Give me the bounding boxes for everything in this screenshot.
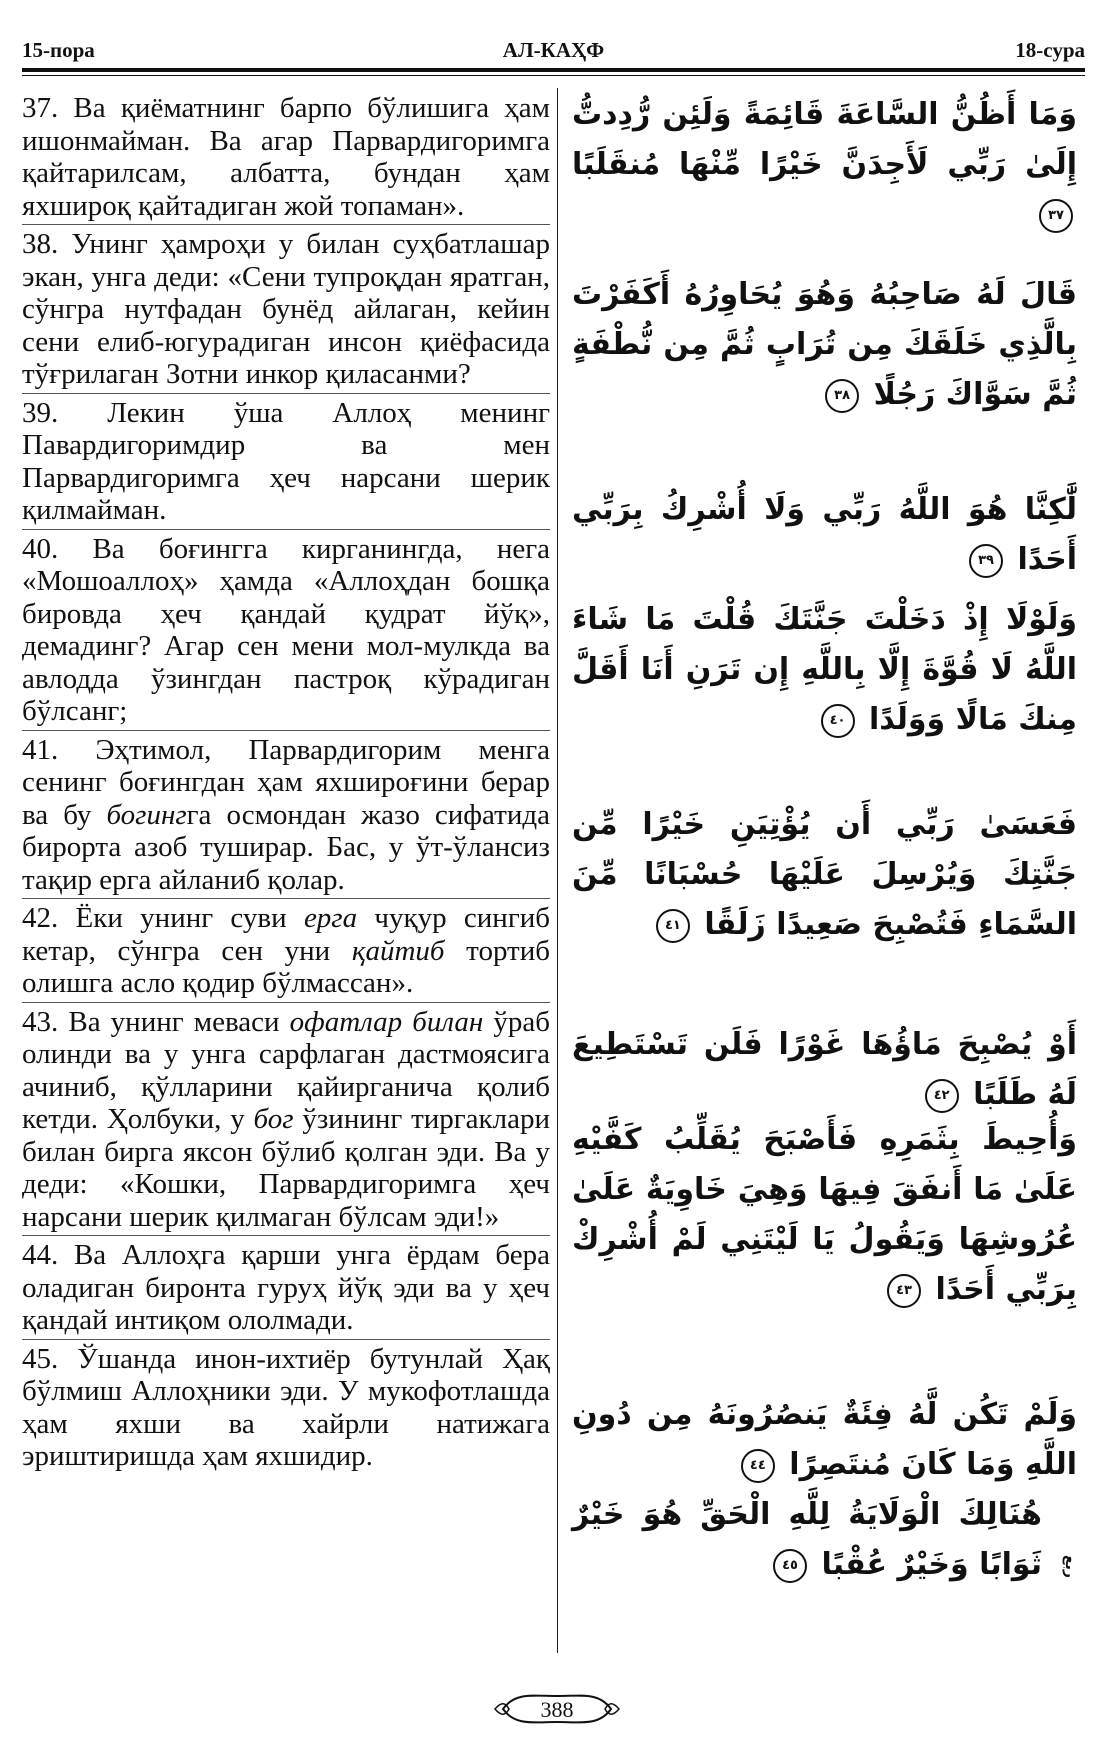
ayah-number-marker: ٣٨ <box>825 379 859 413</box>
verse-39: 39. Лекин ўша Аллоҳ менинг Павардигоримдир ва мен Парвардигоримга ҳеч нарсани шерик қилмайман. <box>22 396 550 526</box>
ayah-number-marker: ٤١ <box>656 909 690 943</box>
verse-separator <box>22 224 550 225</box>
arabic-verse-40: وَلَوْلَا إِذْ دَخَلْتَ جَنَّتَكَ قُلْتَ مَا شَاءَ اللَّهُ لَا قُوَّةَ إِلَّا بِاللَّهِ إِن تَرَنِ أَنَا أَقَلَّ مِنكَ مَالًا وَوَلَدًا ٤٠ <box>572 602 1077 737</box>
arabic-verse-38: قَالَ لَهُ صَاحِبُهُ وَهُوَ يُحَاوِرُهُ أَكَفَرْتَ بِالَّذِي خَلَقَكَ مِن تُرَابٍ ثُمَّ مِن نُّطْفَةٍ ثُمَّ سَوَّاكَ رَجُلًا ٣٨ <box>572 277 1077 412</box>
surah-title: АЛ-КАҲФ <box>502 38 605 62</box>
juz-label: 15-пора <box>22 38 95 62</box>
verse-separator <box>22 393 550 394</box>
verse-37: 37. Ва қиёматнинг барпо бўлишига ҳам ишонмайман. Ва агар Парвардигоримга қайтарилсам, албатта, бундан ҳам яхшироқ қайтадиган жой топаман». <box>22 92 550 222</box>
verse-43: 43. Ва унинг меваси офатлар билан ўраб олинди ва у унга сарфлаган дастмоясига ачиниб, қўлларини қайирганича қолиб кетди. Ҳолбуки, у бог ўзининг тиргаклари билан бирга яксон бўлиб қолган эди. Ва у деди: «Кошки, Парвардигоримга ҳеч нарсани шерик қилмаган бўлсам эди!» <box>22 1005 550 1233</box>
header-rule-thin <box>22 75 1085 76</box>
arabic-verse-37: وَمَا أَظُنُّ السَّاعَةَ قَائِمَةً وَلَئِن رُّدِدتُّ إِلَىٰ رَبِّي لَأَجِدَنَّ خَيْرًا مِّنْهَا مُنقَلَبًا ٣٧ <box>572 90 1077 240</box>
verse-44: 44. Ва Аллоҳга қарши унга ёрдам бера оладиган биронта гуруҳ йўқ эди ва у ҳеч қандай интиқом ололмади. <box>22 1239 550 1336</box>
verse-separator <box>22 529 550 530</box>
arabic-verse-45: هُنَالِكَ الْوَلَايَةُ لِلَّهِ الْحَقِّ هُوَ خَيْرٌ ثَوَابًا وَخَيْرٌ عُقْبًا ٤٥ <box>572 1497 1042 1582</box>
verse-42: 42. Ёки унинг суви ерга чуқур сингиб кетар, сўнгра сен уни қайтиб тортиб олишга асло қодир бўлмассан». <box>22 902 551 999</box>
verse-41: 41. Эҳтимол, Парвардигорим менга сенинг боғингдан ҳам яхшироғини берар ва бу богингга осмондан жазо сифатида бирорта азоб туширар. Бас, у ўт-ўлансиз тақир ерга айланиб қолар. <box>22 733 550 896</box>
verse-separator <box>22 1339 550 1340</box>
ayah-number-marker: ٤٣ <box>887 1274 921 1308</box>
translation-column <box>22 92 550 1473</box>
rub-marker: ربع <box>1062 1555 1078 1578</box>
verse-separator <box>22 1235 550 1236</box>
ayah-number-marker: ٤٥ <box>773 1549 807 1583</box>
verse-38: 38. Унинг ҳамроҳи у билан суҳбатлашар экан, унга деди: «Сени тупроқдан яратган, сўнгра нутфадан бунёд айлаган, кейин сени елиб-югурадиган инсон қиёфасида тўғрилаган Зотни инкор қиласанми? <box>22 228 550 390</box>
ayah-number-marker: ٣٩ <box>969 544 1003 578</box>
arabic-verse-42: أَوْ يُصْبِحَ مَاؤُهَا غَوْرًا فَلَن تَسْتَطِيعَ لَهُ طَلَبًا ٤٢ <box>572 1027 1077 1112</box>
ayah-number-marker: ٤٤ <box>741 1449 775 1483</box>
verse-40: 40. Ва боғингга кирганингда, нега «Мошоаллоҳ» ҳамда «Аллоҳдан бошқа бировда ҳеч қандай қудрат йўқ», демадинг? Агар сен мени мол-мулкда ва авлодда ўзингдан пастроқ кўрадиган бўлсанг; <box>22 532 550 727</box>
column-divider <box>557 88 558 1653</box>
page-header <box>22 38 1085 66</box>
arabic-verse-43: وَأُحِيطَ بِثَمَرِهِ فَأَصْبَحَ يُقَلِّبُ كَفَّيْهِ عَلَىٰ مَا أَنفَقَ فِيهَا وَهِيَ خَاوِيَةٌ عَلَىٰ عُرُوشِهَا وَيَقُولُ يَا لَيْتَنِي لَمْ أُشْرِكْ بِرَبِّي أَحَدًا ٤٣ <box>572 1122 1077 1307</box>
arabic-verse-44: وَلَمْ تَكُن لَّهُ فِئَةٌ يَنصُرُونَهُ مِن دُونِ اللَّهِ وَمَا كَانَ مُنتَصِرًا ٤٤ <box>572 1397 1077 1482</box>
arabic-verse-41: فَعَسَىٰ رَبِّي أَن يُؤْتِيَنِ خَيْرًا مِّن جَنَّتِكَ وَيُرْسِلَ عَلَيْهَا حُسْبَانًا مِّنَ السَّمَاءِ فَتُصْبِحَ صَعِيدًا زَلَقًا ٤١ <box>572 807 1077 942</box>
ayah-number-marker: ٤٢ <box>925 1079 959 1113</box>
page-number: 388 <box>493 1690 621 1728</box>
ayah-number-marker: ٤٠ <box>821 704 855 738</box>
verse-45: 45. Ўшанда инон-ихтиёр бутунлай Ҳақ бўлмиш Аллоҳники эди. У мукофотлашда ҳам яхши ва хайрли натижага эриштиришда ҳам яхшидир. <box>22 1342 550 1472</box>
surah-number: 18-сура <box>1015 38 1085 62</box>
header-rule-thick <box>22 68 1085 72</box>
arabic-verse-39: لَّٰكِنَّا هُوَ اللَّهُ رَبِّي وَلَا أُشْرِكُ بِرَبِّي أَحَدًا ٣٩ <box>572 492 1077 577</box>
verse-separator <box>22 898 550 899</box>
verse-separator <box>22 730 550 731</box>
ayah-number-marker: ٣٧ <box>1039 199 1073 233</box>
verse-separator <box>22 1002 550 1003</box>
